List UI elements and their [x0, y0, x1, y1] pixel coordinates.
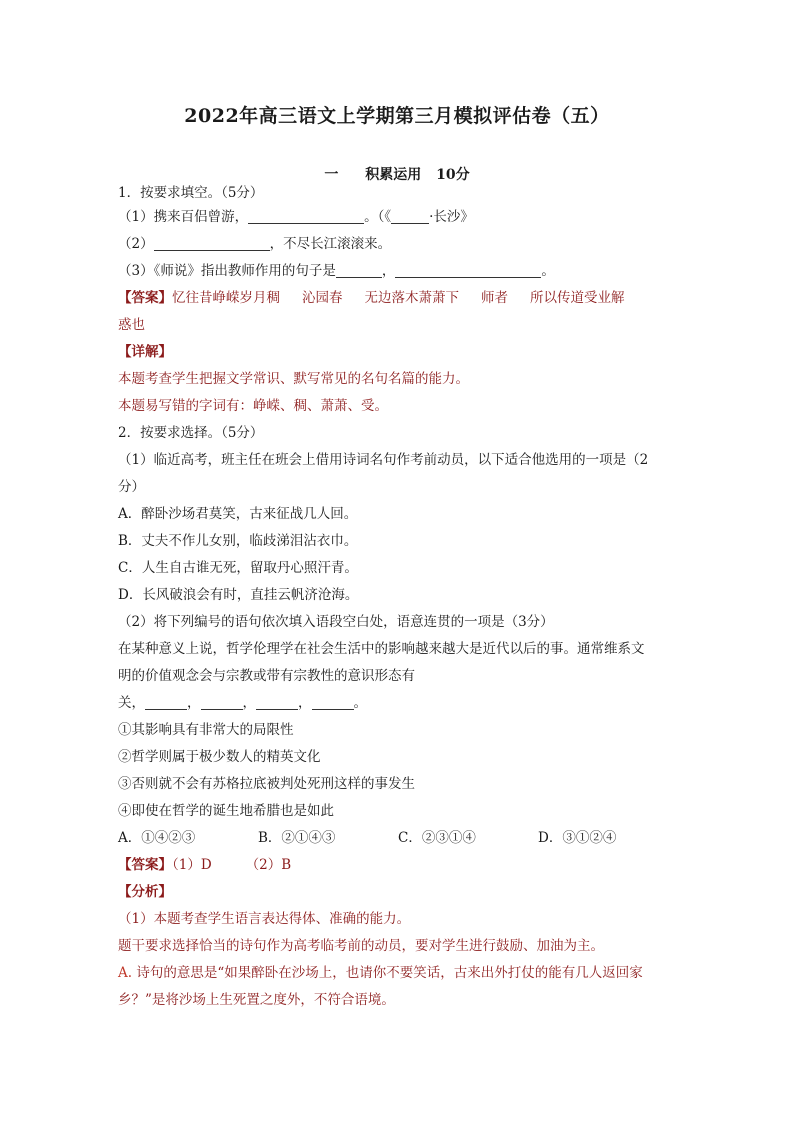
section-name: 积累运用: [365, 167, 422, 183]
option-b: B．②①④③: [258, 830, 336, 846]
q1-stem: 1．按要求填空。（5分）: [118, 185, 264, 201]
q1-sub3: [118, 258, 688, 285]
q1-answer-cont: 惑也: [118, 317, 145, 333]
choice-c: C．人生自古谁无死，留取丹心照汗青。: [118, 560, 358, 576]
option-d: D．③①②④: [538, 830, 617, 846]
q2-passage-c: [118, 690, 688, 717]
item-4: ④即使在哲学的诞生地希腊也是如此: [118, 803, 334, 819]
q1-sub2-pre: （2）: [118, 236, 154, 252]
choice-d: D．长风破浪会有时，直挂云帆济沧海。: [118, 587, 359, 603]
q1-sub1-text: （1）携来百侣曾游，: [118, 209, 249, 225]
choice-a: A．醉卧沙场君莫笑，古来征战几人回。: [118, 506, 358, 522]
q1-sub2: [118, 231, 688, 258]
q2-passage-b: 明的价值观念会与宗教或带有宗教性的意识形态有: [118, 668, 415, 684]
q2-options: [118, 825, 688, 852]
page-title: 2022年高三语文上学期第三月模拟评估卷（五）: [184, 105, 610, 127]
q1-sub3-mid: ，: [381, 263, 396, 279]
analysis-3: [118, 960, 688, 987]
q1-sub3-pre: （3）《师说》指出教师作用的句子是: [118, 263, 336, 279]
answer-item: 沁园春: [302, 290, 343, 306]
item-3: ③否则就不会有苏格拉底被判处死刑这样的事发生: [118, 776, 415, 792]
section-points: 10分: [436, 167, 470, 183]
section-number: 一: [324, 167, 339, 183]
answer-item: 忆往昔峥嵘岁月稠: [172, 290, 280, 306]
answer-blank: [248, 208, 364, 224]
answer-item: 无边落木萧萧下: [364, 290, 459, 306]
item-1: ①其影响具有非常大的局限性: [118, 722, 294, 738]
answer-blank: [336, 262, 382, 278]
passage-pre: 关，: [118, 695, 145, 711]
q1-sub2-post: ，不尽长江滚滚来。: [269, 236, 392, 252]
section-heading: [0, 164, 794, 184]
detail-tag: 【详解】: [118, 344, 172, 360]
q2-part1-b: 分）: [118, 479, 145, 495]
analysis-3-text: 诗句的意思是“如果醉卧在沙场上，也请你不要笑话，古来出外打仗的能有几人返回家: [132, 965, 643, 981]
passage-sep: ，: [242, 695, 256, 711]
q1-sub1: [118, 204, 688, 231]
q2-passage-a: 在某种意义上说，哲学伦理学在社会生活中的影响越来越大是近代以后的事。通常维系文: [118, 641, 645, 657]
q1-answer: [118, 285, 688, 312]
q2-answer: [118, 852, 688, 879]
analysis-4: 乡？”是将沙场上生死置之度外，不符合语境。: [118, 992, 395, 1008]
analysis-tag: 【分析】: [118, 884, 172, 900]
q1-detail-1: 本题考查学生把握文学常识、默写常见的名句名篇的能力。: [118, 371, 469, 387]
q1-sub3-post: 。: [541, 263, 555, 279]
exam-content: [118, 183, 688, 1014]
passage-sep: ，: [187, 695, 201, 711]
analysis-2: 题干要求选择恰当的诗句作为高考临考前的动员，要对学生进行鼓励、加油为主。: [118, 938, 604, 954]
analysis-3-label: A.: [118, 965, 133, 981]
q1-sub1-mid: 。（《: [364, 209, 392, 225]
passage-end: 。: [353, 695, 367, 711]
option-c: C．②③①④: [398, 830, 476, 846]
answer-2: （2）B: [245, 857, 292, 873]
answer-blank: [145, 694, 187, 710]
answer-blank: [312, 694, 354, 710]
answer-tag: 【答案】: [118, 857, 172, 873]
answer-blank: [256, 694, 298, 710]
answer-blank: [395, 262, 541, 278]
q1-detail-2: 本题易写错的字词有：峥嵘、稠、萧萧、受。: [118, 398, 388, 414]
q2-part2-stem: （2）将下列编号的语句依次填入语段空白处，语意连贯的一项是（3分）: [118, 614, 554, 630]
option-a: A．①④②③: [118, 830, 196, 846]
answer-blank: [201, 694, 243, 710]
answer-item: 师者: [481, 290, 508, 306]
q1-sub1-post: ·长沙》: [429, 209, 474, 225]
answer-1: （1）D: [172, 857, 212, 873]
answer-item: 所以传道受业解: [530, 290, 625, 306]
q2-stem: 2．按要求选择。（5分）: [118, 425, 264, 441]
q2-part1-a: （1）临近高考，班主任在班会上借用诗词名句作考前动员，以下适合他选用的一项是（2: [118, 452, 649, 468]
choice-b: B．丈夫不作儿女别，临歧涕泪沾衣巾。: [118, 533, 358, 549]
item-2: ②哲学则属于极少数人的精英文化: [118, 749, 321, 765]
analysis-1: （1）本题考查学生语言表达得体、准确的能力。: [118, 911, 411, 927]
passage-sep: ，: [298, 695, 312, 711]
answer-blank: [391, 208, 429, 224]
answer-tag: 【答案】: [118, 290, 172, 306]
answer-blank: [154, 235, 270, 251]
